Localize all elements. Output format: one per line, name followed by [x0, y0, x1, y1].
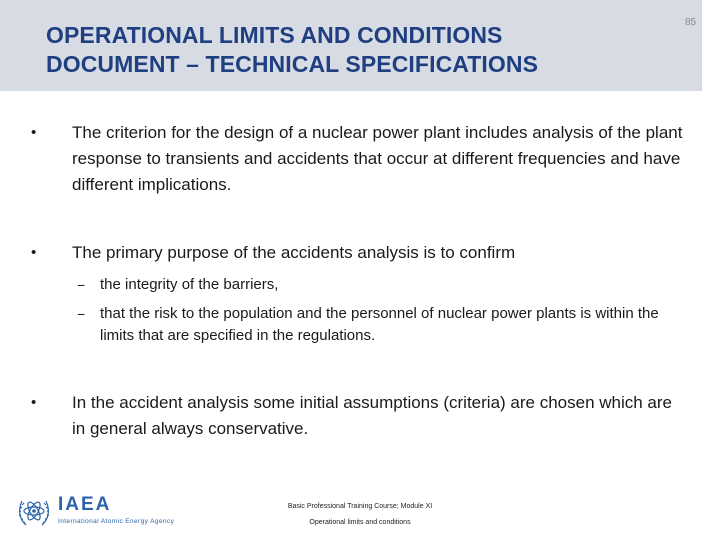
footer-topic: Operational limits and conditions — [309, 519, 411, 526]
slide-title-line-2: DOCUMENT – TECHNICAL SPECIFICATIONS — [46, 51, 539, 77]
bullet-primary-purpose: The primary purpose of the accidents analysis is to confirm — [72, 243, 516, 262]
page-number: 85 — [685, 17, 697, 28]
slide-title-line-1: OPERATIONAL LIMITS AND CONDITIONS — [46, 22, 503, 48]
iaea-logo-text: IAEA — [58, 494, 112, 515]
footer-course: Basic Professional Training Course; Module XI — [287, 503, 433, 510]
sub-bullet-marker: − — [77, 306, 86, 322]
bullet-conservative-assumptions: In the accident analysis some initial assumptions (criteria) are chosen which are in general always conservative. — [72, 393, 672, 438]
sub-bullet-risk-limits: that the risk to the population and the personnel of nuclear power plants is within the limits that are specified in the regulations. — [100, 305, 659, 344]
iaea-logo-subtext: International Atomic Energy Agency — [58, 518, 175, 525]
sub-bullet-barrier-integrity: the integrity of the barriers, — [100, 276, 279, 293]
sub-bullet-marker: − — [77, 277, 86, 293]
bullet-marker: • — [31, 244, 37, 261]
bullet-marker: • — [31, 124, 37, 141]
slide-title — [46, 21, 686, 79]
bullet-design-criterion: The criterion for the design of a nuclear power plant includes analysis of the plant response to transients and accidents that occur at different frequencies and have different implications. — [72, 123, 683, 194]
iaea-emblem-icon — [16, 493, 52, 529]
bullet-marker: • — [31, 394, 37, 411]
